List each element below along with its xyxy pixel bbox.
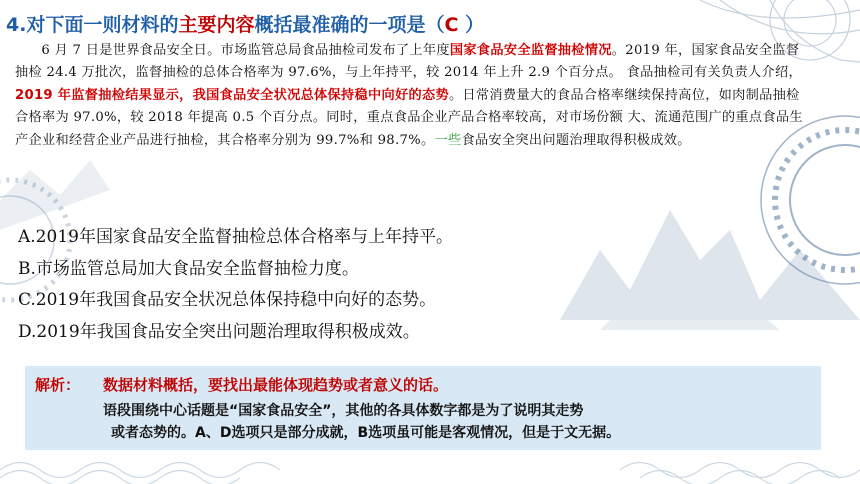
analysis-body xyxy=(103,400,803,444)
passage-text-1: 6 月 7 日是世界食品安全日。市场监管总局食品抽检司发布了上年度 xyxy=(41,43,450,58)
passage-highlight-1: 国家食品安全监督抽检情况 xyxy=(449,43,612,58)
passage-text-2: 。2019 年，国家食品安全监督抽检 24.4 万批次，监督抽检的总体合格率为 97.6%，与上年持平，较 2014 年上升 2.9 个百分点。 食品抽检司有关负责人介绍， xyxy=(15,43,802,81)
option-a: A.2019年国家食品安全监督抽检总体合格率与上年持平。 xyxy=(18,227,453,247)
reading-passage xyxy=(15,40,805,152)
answer-letter: C xyxy=(444,14,459,36)
passage-text-4: 食品安全突出问题治理取得积极成效。 xyxy=(461,132,691,148)
analysis-line-1: 语段围绕中心话题是“国家食品安全”，其他的各具体数字都是为了说明其走势 xyxy=(103,403,584,419)
option-d: D.2019年我国食品安全突出问题治理取得积极成效。 xyxy=(18,321,420,342)
option-c: C.2019年我国食品安全状况总体保持稳中向好的态势。 xyxy=(18,290,437,310)
answer-options xyxy=(18,222,698,348)
question-stem-part2: 概括最准确的一项是（ xyxy=(254,14,445,36)
analysis-label: 解析： xyxy=(35,376,81,394)
question-close-paren: ） xyxy=(458,14,485,36)
analysis-headline: 数据材料概括，要找出最能体现趋势或者意义的话。 xyxy=(103,376,449,394)
passage-highlight-2: 2019 年监督抽检结果显示，我国食品安全状况总体保持稳中向好的态势 xyxy=(15,87,449,103)
question-stem-highlight: 主要内容 xyxy=(178,14,255,36)
passage-green-text: 一些 xyxy=(434,132,462,148)
analysis-box xyxy=(25,366,821,450)
question-stem-part1: 对下面一则材料的 xyxy=(26,14,179,36)
option-b: B.市场监管总局加大食品安全监督抽检力度。 xyxy=(18,258,359,279)
analysis-line-2: 或者态势的。A、D选项只是部分成就，B选项虽可能是客观情况，但是于文无据。 xyxy=(111,425,621,441)
question-title xyxy=(6,10,856,37)
question-number: 4. xyxy=(6,14,27,36)
passage-text-3: 。日常消费量大的食品合格率继续保持高位，如肉制品抽检合格率为 97.0%，较 2018 年提高 0.5 个百分点。同时，重点食品企业产品合格率较高，对市场份额 大、流通范围广的重点食品生产企业和经营企业产品进行抽检，其合格率分别为 99.7%和 98.7%。 xyxy=(15,87,803,148)
wave-pattern-bottom xyxy=(0,463,860,484)
